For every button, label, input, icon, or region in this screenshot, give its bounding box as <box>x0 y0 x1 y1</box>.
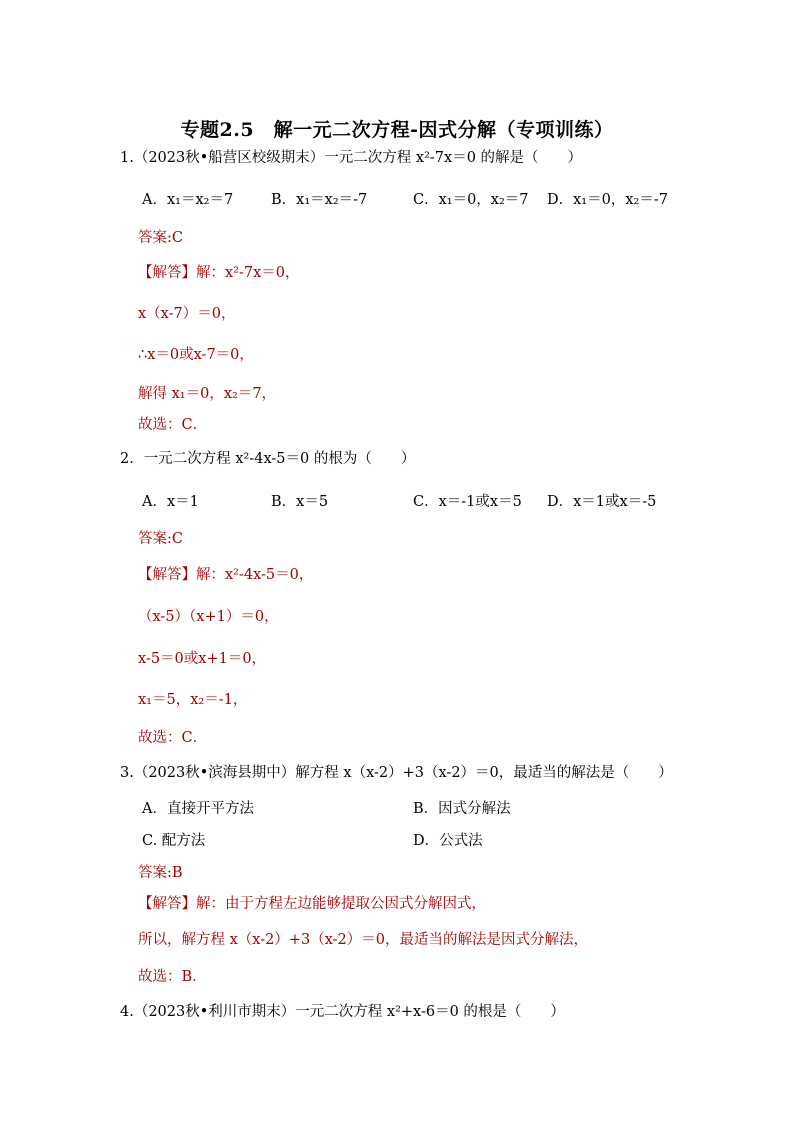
question-2-answer: 答案:C <box>138 531 183 547</box>
question-2-option-b: B．x＝5 <box>271 494 329 510</box>
question-1-option-b: B．x₁＝x₂＝-7 <box>271 192 368 208</box>
question-2-solution-line-2: （x-5）（x+1）＝0， <box>138 609 279 625</box>
question-3-solution-line-1: 【解答】解：由于方程左边能够提取公因式分解因式， <box>138 896 486 912</box>
question-2-solution-line-5: 故选：C． <box>138 730 208 746</box>
question-1-solution-line-1: 【解答】解：x²-7x＝0， <box>138 265 300 281</box>
question-3-answer: 答案:B <box>138 865 183 881</box>
question-1-solution-line-3: ∴x＝0或x-7＝0， <box>138 347 254 363</box>
question-2-stem: 2．一元二次方程 x²-4x-5＝0 的根为（ ） <box>120 451 416 467</box>
question-2-option-a: A．x＝1 <box>142 494 199 510</box>
document-title: 专题2.5 解一元二次方程-因式分解（专项训练） <box>180 119 614 141</box>
question-1-solution-line-2: x（x-7）＝0， <box>138 306 236 322</box>
question-1-option-c: C．x₁＝0，x₂＝7 <box>413 192 529 208</box>
question-1-option-d: D．x₁＝0，x₂＝-7 <box>547 192 668 208</box>
question-3-option-d: D．公式法 <box>413 833 483 849</box>
question-2-solution-line-3: x-5＝0或x+1＝0， <box>138 651 267 667</box>
question-2-solution-line-4: x₁＝5，x₂＝-1， <box>138 692 248 708</box>
question-3-option-c: C. 配方法 <box>142 833 206 849</box>
question-3-stem: 3.（2023秋•滨海县期中）解方程 x（x-2）+3（x-2）＝0，最适当的解法是（ ） <box>120 765 673 781</box>
question-3-option-b: B．因式分解法 <box>413 801 511 817</box>
question-2-option-d: D．x＝1或x＝-5 <box>547 494 657 510</box>
question-1-answer: 答案:C <box>138 230 183 246</box>
question-2-solution-line-1: 【解答】解：x²-4x-5＝0， <box>138 567 314 583</box>
question-3-solution-line-3: 故选：B． <box>138 969 207 985</box>
question-2-option-c: C．x＝-1或x＝5 <box>413 494 522 510</box>
question-1-option-a: A．x₁＝x₂＝7 <box>142 192 234 208</box>
question-3-solution-line-2: 所以，解方程 x（x-2）+3（x-2）＝0，最适当的解法是因式分解法， <box>138 932 588 948</box>
question-1-stem: 1.（2023秋•船营区校级期末）一元二次方程 x²-7x＝0 的解是（ ） <box>120 150 583 166</box>
question-1-solution-line-5: 故选：C． <box>138 417 208 433</box>
question-1-solution-line-4: 解得 x₁＝0，x₂＝7， <box>138 386 277 402</box>
question-3-option-a: A．直接开平方法 <box>142 801 254 817</box>
question-4-stem: 4.（2023秋•利川市期末）一元二次方程 x²+x-6＝0 的根是（ ） <box>120 1004 565 1020</box>
